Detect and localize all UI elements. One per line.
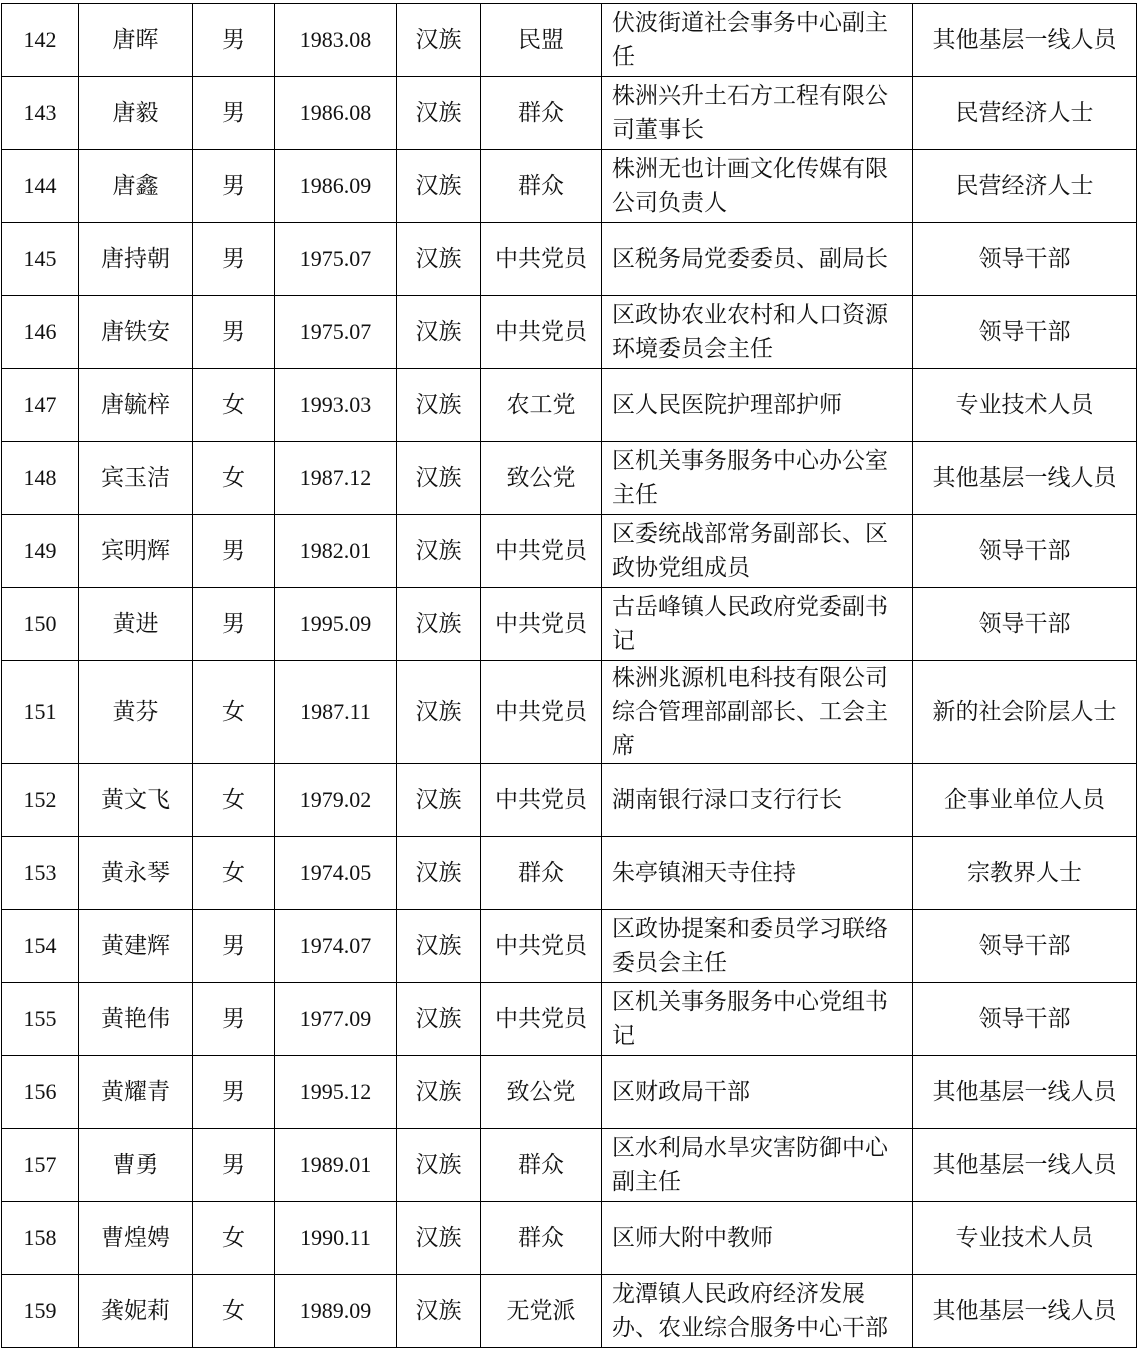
position-cell: 区机关事务服务中心党组书记 [602, 983, 913, 1056]
position-cell: 朱亭镇湘天寺住持 [602, 837, 913, 910]
party-cell: 中共党员 [481, 661, 602, 764]
birth-date-cell: 1977.09 [275, 983, 397, 1056]
name-cell: 宾玉洁 [79, 442, 193, 515]
position-cell: 区财政局干部 [602, 1056, 913, 1129]
name-cell: 黄建辉 [79, 910, 193, 983]
name-cell: 黄艳伟 [79, 983, 193, 1056]
party-cell: 致公党 [481, 1056, 602, 1129]
sex-cell: 男 [193, 1056, 275, 1129]
name-cell: 宾明辉 [79, 515, 193, 588]
category-cell: 领导干部 [913, 515, 1137, 588]
name-cell: 黄进 [79, 588, 193, 661]
party-cell: 中共党员 [481, 296, 602, 369]
sex-cell: 男 [193, 150, 275, 223]
position-cell: 区委统战部常务副部长、区政协党组成员 [602, 515, 913, 588]
party-cell: 中共党员 [481, 223, 602, 296]
birth-date-cell: 1990.11 [275, 1202, 397, 1275]
ethnicity-cell: 汉族 [397, 983, 481, 1056]
position-cell: 株洲无也计画文化传媒有限公司负责人 [602, 150, 913, 223]
ethnicity-cell: 汉族 [397, 4, 481, 77]
serial-number-cell: 147 [2, 369, 79, 442]
category-cell: 领导干部 [913, 588, 1137, 661]
ethnicity-cell: 汉族 [397, 661, 481, 764]
sex-cell: 男 [193, 4, 275, 77]
ethnicity-cell: 汉族 [397, 588, 481, 661]
birth-date-cell: 1975.07 [275, 223, 397, 296]
name-cell: 唐毓梓 [79, 369, 193, 442]
sex-cell: 男 [193, 1129, 275, 1202]
category-cell: 专业技术人员 [913, 369, 1137, 442]
party-cell: 群众 [481, 837, 602, 910]
birth-date-cell: 1986.09 [275, 150, 397, 223]
serial-number-cell: 157 [2, 1129, 79, 1202]
serial-number-cell: 151 [2, 661, 79, 764]
table-row [2, 910, 1137, 983]
party-cell: 中共党员 [481, 910, 602, 983]
position-cell: 区政协农业农村和人口资源环境委员会主任 [602, 296, 913, 369]
table-row [2, 296, 1137, 369]
serial-number-cell: 156 [2, 1056, 79, 1129]
birth-date-cell: 1995.12 [275, 1056, 397, 1129]
party-cell: 群众 [481, 1129, 602, 1202]
birth-date-cell: 1989.01 [275, 1129, 397, 1202]
table-row [2, 1202, 1137, 1275]
ethnicity-cell: 汉族 [397, 764, 481, 837]
party-cell: 中共党员 [481, 588, 602, 661]
ethnicity-cell: 汉族 [397, 150, 481, 223]
ethnicity-cell: 汉族 [397, 1275, 481, 1348]
birth-date-cell: 1975.07 [275, 296, 397, 369]
party-cell: 中共党员 [481, 515, 602, 588]
ethnicity-cell: 汉族 [397, 1202, 481, 1275]
birth-date-cell: 1987.12 [275, 442, 397, 515]
table-row [2, 1056, 1137, 1129]
category-cell: 新的社会阶层人士 [913, 661, 1137, 764]
serial-number-cell: 155 [2, 983, 79, 1056]
name-cell: 黄文飞 [79, 764, 193, 837]
table-row [2, 369, 1137, 442]
sex-cell: 男 [193, 983, 275, 1056]
name-cell: 黄永琴 [79, 837, 193, 910]
serial-number-cell: 154 [2, 910, 79, 983]
party-cell: 群众 [481, 150, 602, 223]
birth-date-cell: 1986.08 [275, 77, 397, 150]
birth-date-cell: 1979.02 [275, 764, 397, 837]
ethnicity-cell: 汉族 [397, 1056, 481, 1129]
sex-cell: 女 [193, 1202, 275, 1275]
name-cell: 曹煌娉 [79, 1202, 193, 1275]
category-cell: 领导干部 [913, 983, 1137, 1056]
serial-number-cell: 158 [2, 1202, 79, 1275]
table-row [2, 442, 1137, 515]
category-cell: 其他基层一线人员 [913, 1056, 1137, 1129]
table-row [2, 150, 1137, 223]
category-cell: 专业技术人员 [913, 1202, 1137, 1275]
position-cell: 区师大附中教师 [602, 1202, 913, 1275]
party-cell: 中共党员 [481, 764, 602, 837]
position-cell: 区政协提案和委员学习联络委员会主任 [602, 910, 913, 983]
sex-cell: 女 [193, 837, 275, 910]
table-row [2, 1129, 1137, 1202]
category-cell: 领导干部 [913, 296, 1137, 369]
sex-cell: 男 [193, 910, 275, 983]
party-cell: 民盟 [481, 4, 602, 77]
serial-number-cell: 153 [2, 837, 79, 910]
serial-number-cell: 159 [2, 1275, 79, 1348]
party-cell: 中共党员 [481, 983, 602, 1056]
serial-number-cell: 149 [2, 515, 79, 588]
name-cell: 黄耀青 [79, 1056, 193, 1129]
position-cell: 古岳峰镇人民政府党委副书记 [602, 588, 913, 661]
serial-number-cell: 152 [2, 764, 79, 837]
sex-cell: 女 [193, 764, 275, 837]
name-cell: 黄芬 [79, 661, 193, 764]
position-cell: 区水利局水旱灾害防御中心副主任 [602, 1129, 913, 1202]
table-row [2, 4, 1137, 77]
sex-cell: 男 [193, 588, 275, 661]
serial-number-cell: 148 [2, 442, 79, 515]
sex-cell: 男 [193, 77, 275, 150]
serial-number-cell: 143 [2, 77, 79, 150]
sex-cell: 男 [193, 223, 275, 296]
party-cell: 致公党 [481, 442, 602, 515]
ethnicity-cell: 汉族 [397, 515, 481, 588]
party-cell: 无党派 [481, 1275, 602, 1348]
birth-date-cell: 1982.01 [275, 515, 397, 588]
sex-cell: 男 [193, 296, 275, 369]
birth-date-cell: 1995.09 [275, 588, 397, 661]
name-cell: 唐晖 [79, 4, 193, 77]
category-cell: 其他基层一线人员 [913, 442, 1137, 515]
birth-date-cell: 1983.08 [275, 4, 397, 77]
position-cell: 区人民医院护理部护师 [602, 369, 913, 442]
ethnicity-cell: 汉族 [397, 223, 481, 296]
name-cell: 唐铁安 [79, 296, 193, 369]
table-row [2, 1275, 1137, 1348]
ethnicity-cell: 汉族 [397, 442, 481, 515]
table-row [2, 764, 1137, 837]
position-cell: 龙潭镇人民政府经济发展办、农业综合服务中心干部 [602, 1275, 913, 1348]
category-cell: 民营经济人士 [913, 77, 1137, 150]
category-cell: 宗教界人士 [913, 837, 1137, 910]
table-row [2, 515, 1137, 588]
name-cell: 曹勇 [79, 1129, 193, 1202]
sex-cell: 男 [193, 515, 275, 588]
birth-date-cell: 1989.09 [275, 1275, 397, 1348]
name-cell: 唐毅 [79, 77, 193, 150]
name-cell: 唐鑫 [79, 150, 193, 223]
party-cell: 群众 [481, 77, 602, 150]
name-cell: 唐持朝 [79, 223, 193, 296]
table-row [2, 661, 1137, 764]
ethnicity-cell: 汉族 [397, 369, 481, 442]
serial-number-cell: 144 [2, 150, 79, 223]
sex-cell: 女 [193, 442, 275, 515]
position-cell: 湖南银行渌口支行行长 [602, 764, 913, 837]
category-cell: 领导干部 [913, 223, 1137, 296]
member-table [1, 3, 1137, 1348]
position-cell: 区税务局党委委员、副局长 [602, 223, 913, 296]
ethnicity-cell: 汉族 [397, 1129, 481, 1202]
table-row [2, 77, 1137, 150]
sex-cell: 女 [193, 1275, 275, 1348]
birth-date-cell: 1987.11 [275, 661, 397, 764]
ethnicity-cell: 汉族 [397, 77, 481, 150]
position-cell: 伏波街道社会事务中心副主任 [602, 4, 913, 77]
ethnicity-cell: 汉族 [397, 910, 481, 983]
ethnicity-cell: 汉族 [397, 837, 481, 910]
serial-number-cell: 142 [2, 4, 79, 77]
ethnicity-cell: 汉族 [397, 296, 481, 369]
table-row [2, 983, 1137, 1056]
birth-date-cell: 1993.03 [275, 369, 397, 442]
party-cell: 农工党 [481, 369, 602, 442]
serial-number-cell: 150 [2, 588, 79, 661]
serial-number-cell: 145 [2, 223, 79, 296]
category-cell: 其他基层一线人员 [913, 1129, 1137, 1202]
birth-date-cell: 1974.05 [275, 837, 397, 910]
position-cell: 株洲兴升土石方工程有限公司董事长 [602, 77, 913, 150]
table-row [2, 588, 1137, 661]
serial-number-cell: 146 [2, 296, 79, 369]
sex-cell: 女 [193, 369, 275, 442]
party-cell: 群众 [481, 1202, 602, 1275]
category-cell: 民营经济人士 [913, 150, 1137, 223]
sex-cell: 女 [193, 661, 275, 764]
table-body [2, 4, 1137, 1348]
table-row [2, 223, 1137, 296]
category-cell: 领导干部 [913, 910, 1137, 983]
table-row [2, 837, 1137, 910]
category-cell: 其他基层一线人员 [913, 4, 1137, 77]
name-cell: 龚妮莉 [79, 1275, 193, 1348]
birth-date-cell: 1974.07 [275, 910, 397, 983]
position-cell: 株洲兆源机电科技有限公司综合管理部副部长、工会主席 [602, 661, 913, 764]
category-cell: 企事业单位人员 [913, 764, 1137, 837]
category-cell: 其他基层一线人员 [913, 1275, 1137, 1348]
position-cell: 区机关事务服务中心办公室主任 [602, 442, 913, 515]
